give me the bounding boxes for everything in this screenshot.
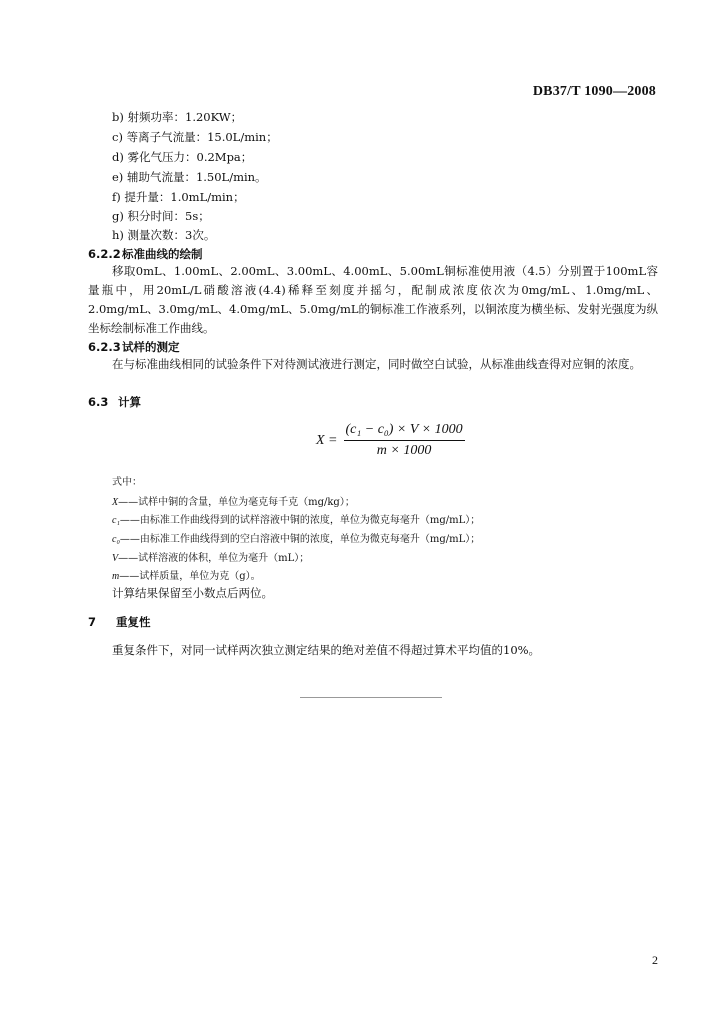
section-number: 7 xyxy=(88,615,97,629)
definition-symbol: X xyxy=(112,497,119,508)
definition-symbol: c₁ xyxy=(112,515,120,526)
section-title: 试样的测定 xyxy=(122,340,180,354)
section-number: 6.2.2 xyxy=(88,247,121,261)
condition-integration-time: g) 积分时间：5s； xyxy=(112,209,210,223)
definition-c0 xyxy=(112,530,480,545)
section-title: 标准曲线的绘制 xyxy=(122,247,203,261)
condition-auxiliary-gas: e) 辅助气流量：1.50L/min。 xyxy=(112,170,267,184)
definition-text: ——由标准工作曲线得到的试样溶液中铜的浓度，单位为微克每毫升（mg/mL）； xyxy=(119,515,481,526)
section-6-2-2-heading xyxy=(88,246,203,262)
definition-x xyxy=(112,493,355,508)
definition-m xyxy=(112,567,261,582)
condition-measurement-count: h) 测量次数：3次。 xyxy=(112,228,216,242)
sample-measurement-paragraph: 在与标准曲线相同的试验条件下对待测试液进行测定，同时做空白试验，从标准曲线查得对应铜的浓度。 xyxy=(112,357,641,371)
definition-text: ——试样中铜的含量，单位为毫克每千克（mg/kg）； xyxy=(118,497,355,508)
section-7-heading xyxy=(88,614,151,630)
condition-rf-power: b) 射频功率：1.20KW； xyxy=(112,110,243,124)
calibration-curve-paragraph: 移取0mL、1.00mL、2.00mL、3.00mL、4.00mL、5.00mL铜标准使用液（4.5）分别置于100mL容量瓶中，用20mL/L硝酸溶液(4.4)稀释至刻度并摇匀，配制成浓度依次为0mg/mL、1.0mg/mL、2.0mg/mL、3.0mg/mL、4.0mg/mL、5.0mg/mL的铜标准工作液系列，以铜浓度为横坐标、发射光强度为纵坐标绘制标准工作曲线。 xyxy=(88,264,658,335)
definition-c1 xyxy=(112,511,480,526)
definition-symbol: V xyxy=(112,553,119,564)
end-of-text-divider xyxy=(300,697,442,698)
standard-code: DB37/T 1090—2008 xyxy=(532,84,656,99)
definition-symbol: m xyxy=(112,571,120,582)
definition-symbol: c₀ xyxy=(112,534,120,545)
repeatability-paragraph: 重复条件下，对同一试样两次独立测定结果的绝对差值不得超过算术平均值的10%。 xyxy=(112,643,541,657)
section-title: 计算 xyxy=(118,395,141,409)
section-number: 6.2.3 xyxy=(88,340,121,354)
formula-denominator: m × 1000 xyxy=(376,443,432,458)
calculation-formula xyxy=(316,422,465,459)
definition-text: ——试样质量，单位为克（g）。 xyxy=(119,571,261,582)
definition-v xyxy=(112,549,309,564)
section-title: 重复性 xyxy=(116,615,151,629)
section-6-2-3-heading xyxy=(88,339,180,355)
where-title: 式中： xyxy=(112,477,142,488)
condition-uptake-rate: f) 提升量：1.0mL/min； xyxy=(112,190,245,204)
condition-plasma-gas: c) 等离子气流量：15.0L/min； xyxy=(112,130,278,144)
page-number: 2 xyxy=(652,953,658,967)
condition-nebulizer-pressure: d) 雾化气压力：0.2Mpa； xyxy=(112,150,253,164)
definition-text: ——由标准工作曲线得到的空白溶液中铜的浓度，单位为微克每毫升（mg/mL）； xyxy=(119,534,481,545)
definition-text: ——试样溶液的体积，单位为毫升（mL）； xyxy=(118,553,310,564)
section-6-3-heading xyxy=(88,394,141,410)
formula-lhs: X = xyxy=(316,432,338,448)
formula-fraction xyxy=(344,422,465,459)
section-number: 6.3 xyxy=(88,395,109,409)
rounding-note: 计算结果保留至小数点后两位。 xyxy=(112,586,273,600)
formula-numerator: (c₁ − c₀) × V × 1000 xyxy=(344,422,465,441)
